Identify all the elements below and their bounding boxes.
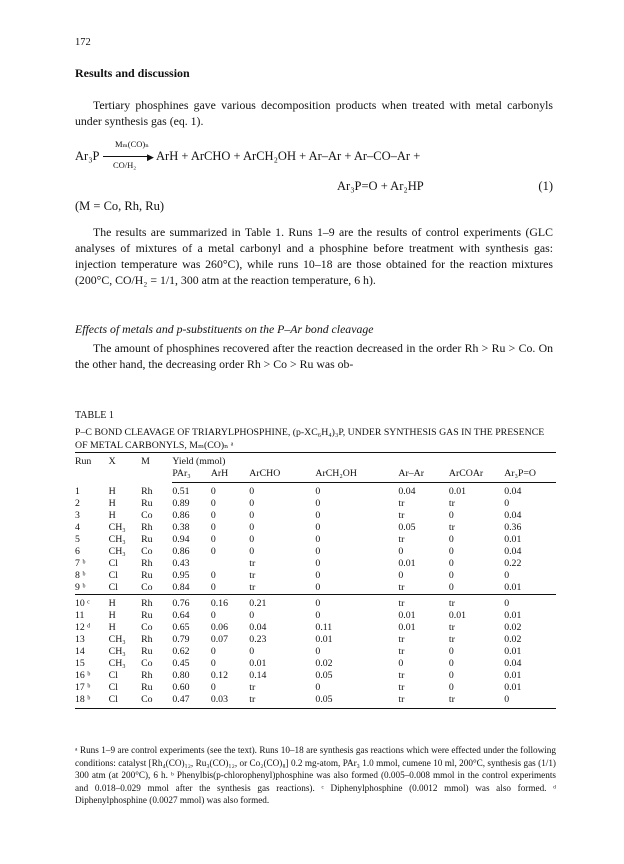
- table-cell: 0.01: [504, 534, 522, 545]
- table-cell: 0.01: [398, 558, 416, 569]
- table-cell: Co: [141, 694, 172, 709]
- table-cell: Ru: [141, 570, 153, 581]
- header-arh: ArH: [211, 468, 249, 483]
- table-cell: tr: [398, 595, 449, 611]
- equation-rhs-line1: ArH + ArCHO + ArCH₂OH + Ar–Ar + Ar–CO–Ar +: [156, 149, 421, 163]
- table-cell: H: [108, 510, 116, 521]
- table-cell: H: [108, 498, 116, 509]
- table-cell: 18 ᵇ: [75, 694, 109, 709]
- table-cell: 0.03: [211, 694, 249, 709]
- table-cell: 0: [210, 486, 216, 497]
- header-ar3po: Ar₃P=O: [504, 468, 556, 483]
- table-cell: 0.89: [172, 498, 190, 509]
- table-cell: Ru: [141, 498, 153, 509]
- table-cell: 0: [315, 570, 321, 581]
- table-cell: 0.11: [315, 622, 333, 633]
- table-cell: 2: [75, 498, 80, 509]
- table-caption: P–C BOND CLEAVAGE OF TRIARYLPHOSPHINE, (p-XC₆H₄)₃P, UNDER SYNTHESIS GAS IN THE PRESENCE OF METAL CARBONYLS, Mₘ(CO)ₙ ᵃ: [75, 427, 545, 451]
- table-cell: tr: [398, 634, 405, 645]
- table-cell: tr: [448, 622, 455, 633]
- table-cell: 0.76: [172, 595, 210, 611]
- table-cell: 0.05: [315, 694, 398, 709]
- subsection-heading: Effects of metals and p-substituents on the P–Ar bond cleavage: [75, 322, 374, 336]
- table-cell: 12 ᵈ: [75, 622, 91, 633]
- table-cell: 0.05: [398, 522, 416, 533]
- table-cell: 0.79: [172, 634, 190, 645]
- table-cell: H: [108, 610, 116, 621]
- table-cell: CH₃: [108, 534, 126, 545]
- header-yield: Yield (mmol): [172, 453, 556, 469]
- table-row: [75, 658, 556, 670]
- arrow-top-label: Mₘ(CO)ₙ: [115, 139, 149, 149]
- header-run: Run: [75, 453, 109, 469]
- table-cell: 0: [504, 595, 556, 611]
- table-cell: 0.04: [504, 546, 522, 557]
- table-cell: Cl: [108, 558, 118, 569]
- table-cell: tr: [398, 498, 405, 509]
- table-cell: 0: [210, 534, 216, 545]
- table-row: [75, 510, 556, 522]
- table-cell: Co: [141, 582, 153, 593]
- table-cell: 0.01: [504, 670, 522, 681]
- table-cell: 0: [315, 534, 321, 545]
- table-cell: 0.51: [172, 486, 190, 497]
- table-cell: 0: [504, 570, 510, 581]
- table-cell: 0: [210, 522, 216, 533]
- table-cell: 0: [448, 570, 454, 581]
- table-cell: tr: [448, 522, 455, 533]
- table-cell: 0: [448, 658, 454, 669]
- table-cell: 0.04: [504, 486, 522, 497]
- table-cell: 0: [210, 510, 216, 521]
- table-row: [75, 694, 556, 709]
- table-cell: tr: [398, 534, 405, 545]
- table-cell: tr: [448, 498, 455, 509]
- header-archo: ArCHO: [249, 468, 315, 483]
- table-cell: 0.01: [448, 486, 467, 497]
- table-cell: 4: [75, 522, 80, 533]
- table-cell: 0: [315, 498, 321, 509]
- table-cell: 7 ᵇ: [75, 558, 86, 569]
- table-cell: 0.60: [172, 682, 190, 693]
- page-number: 172: [75, 37, 91, 48]
- table-cell: 0.23: [249, 634, 267, 645]
- table-cell: tr: [449, 595, 504, 611]
- table-cell: Cl: [109, 694, 141, 709]
- table-cell: 0.38: [172, 522, 190, 533]
- table-cell: 0.14: [249, 670, 267, 681]
- table-cell: 9 ᵇ: [75, 582, 86, 593]
- table-cell: 0.45: [172, 658, 190, 669]
- table-cell: 0.02: [504, 622, 522, 633]
- table-cell: 0.04: [398, 486, 416, 497]
- table-cell: CH₃: [108, 522, 126, 533]
- table-cell: 0: [249, 610, 255, 621]
- table-cell: CH₃: [108, 634, 126, 645]
- paragraph-2: The results are summarized in Table 1. Runs 1–9 are the results of control experiments (GLC analyses of mixtures of a metal carbonyl and a phosphine before treatment with synthesis gas: injection temperature was 260°C), while runs 10–18 are those obtained for the reaction mixtures (200°C, CO/H₂ = 1/1, 300 atm at the reaction temperature, 6 h).: [75, 225, 553, 287]
- equation-lhs: Ar₃P: [75, 149, 100, 163]
- table-cell: H: [109, 595, 141, 611]
- table-cell: 0: [448, 682, 454, 693]
- table-cell: CH₃: [108, 658, 126, 669]
- table-cell: 0.01: [504, 610, 522, 621]
- table-cell: Co: [141, 658, 153, 669]
- table-cell: tr: [249, 558, 256, 569]
- table-cell: 0.22: [504, 558, 522, 569]
- table-cell: 0: [448, 510, 454, 521]
- table-cell: Ru: [141, 646, 153, 657]
- table-cell: 0.86: [172, 546, 190, 557]
- table-cell: 0: [315, 595, 398, 611]
- table-cell: 0: [210, 498, 216, 509]
- table-cell: 0.86: [172, 510, 190, 521]
- table-cell: 0: [210, 658, 216, 669]
- equation-metals-note: (M = Co, Rh, Ru): [75, 199, 165, 213]
- table-cell: Cl: [108, 682, 118, 693]
- table-cell: 0: [448, 670, 454, 681]
- table-cell: 0: [210, 582, 216, 593]
- arrow-shaft: [103, 156, 151, 157]
- equation-number: (1): [538, 179, 553, 193]
- table-cell: Cl: [108, 582, 118, 593]
- table-cell: Ru: [141, 610, 153, 621]
- table-cell: tr: [398, 670, 405, 681]
- table-label: TABLE 1: [75, 410, 114, 421]
- table-cell: 3: [75, 510, 80, 521]
- table-row: [75, 634, 556, 646]
- table-cell: 10 ᶜ: [75, 595, 109, 611]
- table-cell: Rh: [141, 634, 153, 645]
- table-cell: 0: [210, 682, 216, 693]
- arrow-head-icon: ▶: [147, 151, 154, 162]
- table-cell: 0: [315, 510, 321, 521]
- table-body: [75, 483, 556, 709]
- arrow-bottom-label: CO/H₂: [113, 160, 137, 170]
- table-cell: 0: [315, 682, 321, 693]
- table-footnote: ᵃ Runs 1–9 are control experiments (see the text). Runs 10–18 are synthesis gas reactions which were effected under the following conditions: catalyst [Rh₄(CO)₁₂, Ru₃(CO)₁₂, or Co₂(CO)₈] 0.2 mg-atom, PAr₃ 1.0 mmol, cumene 10 ml, 200°C, synthesis gas (1/1) 300 atm (at 200°C), 6 h. ᵇ Phenylbis(p-chlorophenyl)phosphine was also formed (0.005–0.008 mmol in the control experiments and 0.018–0.029 mmol after the synthesis gas reactions). ᶜ Diphenylphosphine (0.0012 mmol) was also formed. ᵈ Diphenylphosphine (0.0027 mmol) was also formed.: [75, 745, 556, 806]
- table-cell: 16 ᵇ: [75, 670, 91, 681]
- table-cell: 0.01: [398, 622, 416, 633]
- table-cell: 0.95: [172, 570, 190, 581]
- table-cell: tr: [249, 694, 315, 709]
- table-cell: Co: [141, 622, 153, 633]
- table-cell: 0.04: [504, 510, 522, 521]
- table-cell: Cl: [108, 670, 118, 681]
- table-cell: 0: [448, 646, 454, 657]
- table-row: [75, 498, 556, 510]
- table-cell: 0: [249, 498, 255, 509]
- paragraph-3: The amount of phosphines recovered after the reaction decreased in the order Rh > Ru > Co. On the other hand, the decreasing order Rh > Co > Ru was ob-: [75, 341, 553, 371]
- table-cell: 0: [210, 610, 216, 621]
- table-cell: 0.84: [172, 582, 190, 593]
- table-cell: 5: [75, 534, 80, 545]
- table-cell: 11: [75, 610, 85, 621]
- table-cell: 0.01: [504, 682, 522, 693]
- table-cell: tr: [398, 582, 405, 593]
- table-cell: 0: [504, 498, 510, 509]
- table-row: [75, 610, 556, 622]
- header-arch2oh: ArCH₂OH: [315, 468, 398, 483]
- table-cell: 0.01: [448, 610, 467, 621]
- table-cell: Rh: [141, 558, 153, 569]
- table-cell: 0.80: [172, 670, 190, 681]
- table-cell: 0: [398, 658, 404, 669]
- table-row: [75, 534, 556, 546]
- table-cell: 0: [249, 534, 255, 545]
- table-cell: 0.07: [210, 634, 228, 645]
- table-cell: Rh: [141, 522, 153, 533]
- table-cell: Co: [141, 546, 153, 557]
- table-row: [75, 582, 556, 595]
- paragraph-1: Tertiary phosphines gave various decomposition products when treated with metal carbonyls under synthesis gas (eq. 1).: [75, 98, 553, 128]
- table-row: [75, 570, 556, 582]
- table-cell: 0: [249, 510, 255, 521]
- table-cell: tr: [249, 682, 256, 693]
- table-row: [75, 595, 556, 611]
- table-cell: 0: [249, 646, 255, 657]
- table-cell: 0.65: [172, 622, 190, 633]
- table-cell: tr: [449, 694, 504, 709]
- table-cell: 0: [210, 546, 216, 557]
- table-cell: 0: [448, 558, 454, 569]
- table-cell: 0.02: [315, 658, 333, 669]
- table-cell: 0.04: [249, 622, 267, 633]
- table-cell: 0: [315, 558, 321, 569]
- table-cell: CH₃: [108, 546, 126, 557]
- table-cell: 0.01: [398, 610, 416, 621]
- table-cell: 0: [315, 486, 321, 497]
- table-cell: tr: [398, 646, 405, 657]
- table-cell: H: [108, 485, 116, 497]
- table-cell: 13: [75, 634, 85, 645]
- header-x: X: [109, 453, 141, 469]
- table-cell: Rh: [141, 670, 153, 681]
- table-cell: CH₃: [108, 646, 126, 657]
- table-cell: tr: [398, 694, 449, 709]
- table-cell: 0: [398, 570, 404, 581]
- table-cell: Rh: [141, 595, 172, 611]
- table-row: [75, 546, 556, 558]
- table-cell: 0: [448, 546, 454, 557]
- table-row: [75, 622, 556, 634]
- table-cell: 0.12: [210, 670, 228, 681]
- table-cell: 17 ᵇ: [75, 682, 91, 693]
- table-cell: 15: [75, 658, 85, 669]
- header-ar-ar: Ar–Ar: [398, 468, 449, 483]
- table-cell: 0: [249, 546, 255, 557]
- table-cell: tr: [249, 570, 256, 581]
- table-cell: 0: [448, 582, 454, 593]
- table-cell: 0.21: [249, 595, 315, 611]
- table-cell: 8 ᵇ: [75, 570, 86, 581]
- table-cell: 14: [75, 646, 85, 657]
- table-cell: 0: [448, 534, 454, 545]
- table-cell: 0.43: [172, 558, 190, 569]
- table-row: [75, 522, 556, 534]
- header-par3: PAr₃: [172, 468, 210, 483]
- table-cell: 0.36: [504, 522, 522, 533]
- equation-rhs-line2: Ar₃P=O + Ar₂HP: [337, 179, 424, 193]
- table-cell: 0: [398, 546, 404, 557]
- table-cell: 0: [210, 570, 216, 581]
- table-cell: 0: [504, 694, 556, 709]
- table-cell: 0: [315, 522, 321, 533]
- table-row: [75, 483, 556, 499]
- table-cell: 0: [315, 610, 321, 621]
- table-cell: Cl: [108, 570, 118, 581]
- table-cell: 6: [75, 546, 80, 557]
- table-cell: tr: [249, 582, 256, 593]
- table-cell: Rh: [141, 485, 153, 497]
- table-cell: 0.94: [172, 534, 190, 545]
- table-cell: Ru: [141, 682, 153, 693]
- table-cell: 0.04: [504, 658, 522, 669]
- table-row: [75, 682, 556, 694]
- header-metal: M: [141, 453, 172, 469]
- table-row: [75, 670, 556, 682]
- section-heading: Results and discussion: [75, 66, 190, 80]
- table-row: [75, 558, 556, 570]
- table-row: [75, 646, 556, 658]
- table-cell: tr: [398, 682, 405, 693]
- table-cell: 0.01: [504, 646, 522, 657]
- table-cell: 0.01: [504, 582, 522, 593]
- table-cell: 0.01: [315, 634, 333, 645]
- table-cell: 0: [249, 486, 255, 497]
- table-cell: 0.05: [315, 670, 333, 681]
- table-cell: 0: [249, 522, 255, 533]
- table-cell: 0: [315, 546, 321, 557]
- table-cell: tr: [448, 634, 455, 645]
- table-header-row: [75, 453, 556, 469]
- table-cell: 0.06: [210, 622, 228, 633]
- reaction-arrow: [103, 139, 155, 175]
- table-cell: 0.16: [211, 595, 249, 611]
- table-cell: 0.02: [504, 634, 522, 645]
- table-cell: [211, 558, 249, 570]
- table-cell: 1: [75, 485, 80, 497]
- table-cell: 0: [315, 646, 321, 657]
- table-cell: 0.62: [172, 646, 190, 657]
- results-table: [75, 452, 556, 709]
- table-cell: 0.64: [172, 610, 190, 621]
- table-cell: Ru: [141, 534, 153, 545]
- table-cell: 0: [315, 582, 321, 593]
- table-cell: 0.01: [249, 658, 267, 669]
- table-cell: 0: [210, 646, 216, 657]
- header-arcoar: ArCOAr: [449, 468, 504, 483]
- table-cell: Co: [141, 510, 153, 521]
- table-cell: H: [108, 622, 116, 633]
- table-cell: 0.47: [172, 694, 210, 709]
- table-cell: tr: [398, 510, 405, 521]
- table-subheader-row: [75, 468, 556, 483]
